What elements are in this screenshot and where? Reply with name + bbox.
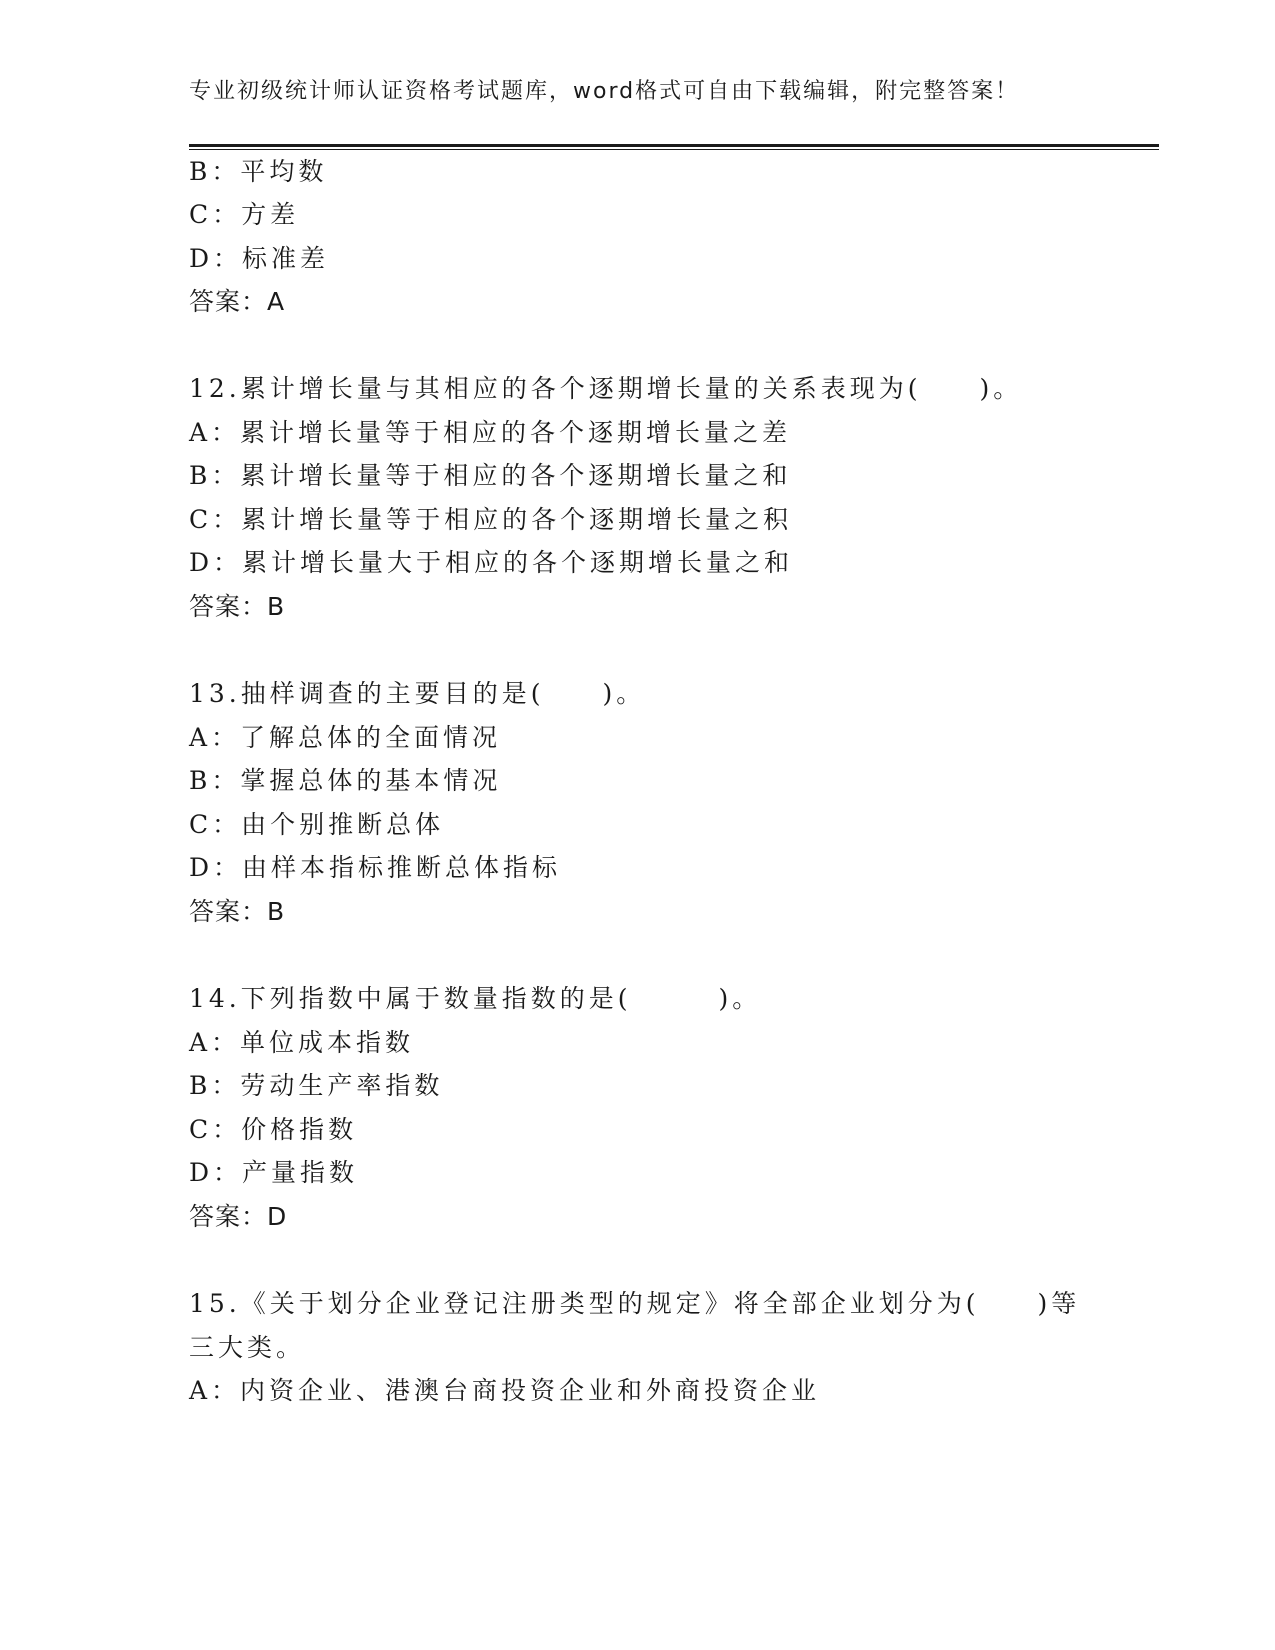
question-14-option-c: C：价格指数: [189, 1115, 358, 1144]
question-14-stem: 14.下列指数中属于数量指数的是( )。: [189, 984, 762, 1013]
question-12-stem: 12.累计增长量与其相应的各个逐期增长量的关系表现为( )。: [189, 374, 1023, 403]
question-12-option-d: D：累计增长量大于相应的各个逐期增长量之和: [189, 548, 794, 577]
question-13-option-a: A：了解总体的全面情况: [189, 723, 502, 752]
question-14-option-a: A：单位成本指数: [189, 1028, 415, 1057]
question-12-answer: 答案：B: [189, 592, 286, 621]
question-13-answer: 答案：B: [189, 897, 286, 926]
prev-option-c: C：方差: [189, 200, 300, 229]
question-12-option-c: C：累计增长量等于相应的各个逐期增长量之积: [189, 505, 793, 534]
question-13-option-d: D：由样本指标推断总体指标: [189, 853, 562, 882]
page-header: 专业初级统计师认证资格考试题库，word格式可自由下载编辑，附完整答案！: [189, 79, 1020, 104]
question-14-answer: 答案：D: [189, 1202, 288, 1231]
question-13-option-c: C：由个别推断总体: [189, 810, 445, 839]
question-15-stem-line2: 三大类。: [189, 1333, 306, 1362]
question-13-stem: 13.抽样调查的主要目的是( )。: [189, 679, 646, 708]
prev-option-b: B：平均数: [189, 157, 328, 186]
question-13-option-b: B：掌握总体的基本情况: [189, 766, 502, 795]
header-rule-thin: [189, 149, 1159, 150]
question-15-option-a: A：内资企业、港澳台商投资企业和外商投资企业: [189, 1376, 821, 1405]
question-14-option-b: B：劳动生产率指数: [189, 1071, 444, 1100]
prev-option-d: D：标准差: [189, 244, 330, 273]
prev-answer: 答案：A: [189, 287, 286, 316]
question-12-option-a: A：累计增长量等于相应的各个逐期增长量之差: [189, 418, 792, 447]
header-rule-thick: [189, 144, 1159, 147]
question-12-option-b: B：累计增长量等于相应的各个逐期增长量之和: [189, 461, 792, 490]
question-14-option-d: D：产量指数: [189, 1158, 359, 1187]
question-15-stem-line1: 15.《关于划分企业登记注册类型的规定》将全部企业划分为( )等: [189, 1289, 1081, 1318]
